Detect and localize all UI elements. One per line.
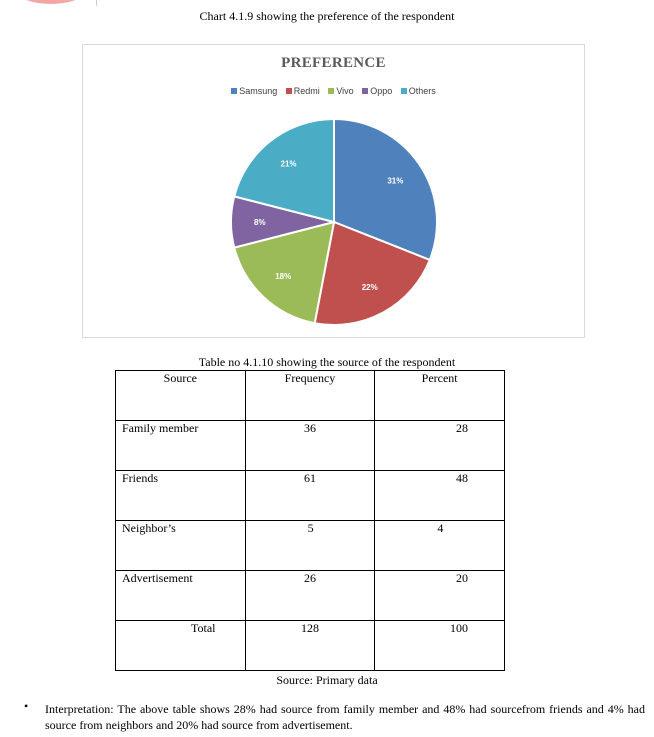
legend-label: Redmi bbox=[293, 86, 320, 96]
cell-frequency: 5 bbox=[245, 521, 375, 571]
legend-label: Others bbox=[408, 86, 436, 96]
data-label: 22% bbox=[361, 282, 378, 292]
legend-label: Vivo bbox=[336, 86, 354, 96]
table-header-row bbox=[116, 371, 505, 421]
data-label: 21% bbox=[280, 159, 297, 169]
table-total-row bbox=[116, 621, 505, 671]
header-source: Source bbox=[116, 371, 246, 421]
cell-percent: 28 bbox=[375, 421, 505, 471]
cell-source: Advertisement bbox=[116, 571, 246, 621]
table-caption: Table no 4.1.10 showing the source of the respondent bbox=[198, 355, 456, 369]
cell-frequency: 128 bbox=[245, 621, 375, 671]
cell-source: Total bbox=[116, 621, 246, 671]
chart-title: PREFERENCE bbox=[281, 55, 386, 71]
divider bbox=[96, 0, 97, 6]
cell-source: Friends bbox=[116, 471, 246, 521]
bullet-icon: • bbox=[24, 699, 29, 713]
cell-source: Family member bbox=[116, 421, 246, 471]
header-percent: Percent bbox=[375, 371, 505, 421]
table-row bbox=[116, 421, 505, 471]
data-label: 8% bbox=[254, 218, 266, 227]
cell-source: Neighbor’s bbox=[116, 521, 246, 571]
table-row bbox=[116, 571, 505, 621]
legend-label: Oppo bbox=[370, 86, 393, 96]
data-label: 18% bbox=[275, 272, 292, 282]
cell-percent: 100 bbox=[375, 621, 505, 671]
source-note: Source: Primary data bbox=[276, 673, 378, 687]
cell-frequency: 61 bbox=[245, 471, 375, 521]
data-label: 31% bbox=[387, 176, 404, 186]
cell-percent: 4 bbox=[375, 521, 505, 571]
cell-frequency: 26 bbox=[245, 571, 375, 621]
cell-frequency: 36 bbox=[245, 421, 375, 471]
source-table bbox=[115, 370, 505, 671]
legend-label: Samsung bbox=[239, 86, 278, 96]
logo-fragment bbox=[10, 0, 92, 4]
table-row bbox=[116, 471, 505, 521]
pie-plot-area bbox=[83, 45, 586, 339]
interpretation-text: Interpretation: The above table shows 28% had source from family member and 48% had sourcefrom friends and 4% had source from neighbors and 20% had source from advertisement. bbox=[45, 702, 645, 732]
cell-percent: 48 bbox=[375, 471, 505, 521]
pie-chart bbox=[82, 44, 585, 338]
table-row bbox=[116, 521, 505, 571]
chart-caption: Chart 4.1.9 showing the preference of the respondent bbox=[199, 9, 455, 23]
cell-percent: 20 bbox=[375, 571, 505, 621]
header-frequency: Frequency bbox=[245, 371, 375, 421]
